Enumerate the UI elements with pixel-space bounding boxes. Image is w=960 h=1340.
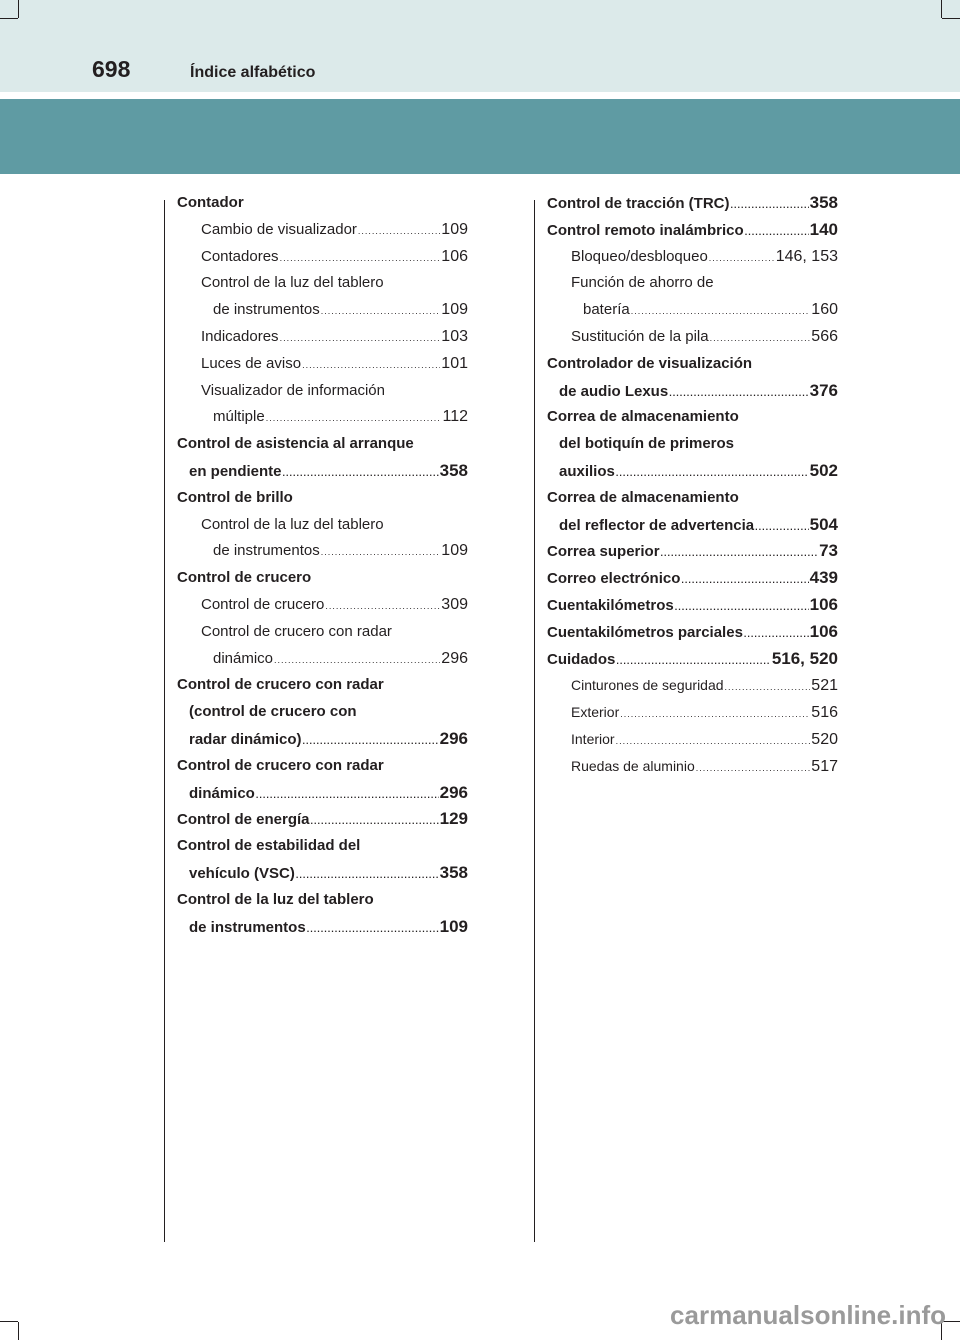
page-number: 698 — [92, 56, 131, 82]
index-entry-page: 296 — [439, 728, 468, 748]
index-entry-text: Sustitución de la pila — [571, 327, 709, 345]
index-entry — [177, 699, 468, 726]
index-entry — [177, 538, 468, 565]
index-entry — [177, 726, 468, 753]
dot-leader — [325, 593, 440, 619]
dot-leader — [681, 567, 808, 592]
index-column-right — [547, 190, 838, 780]
index-entry — [177, 297, 468, 324]
index-entry — [177, 244, 468, 271]
index-entry-text: Contadores — [201, 247, 279, 265]
index-entry-page: 516 — [811, 704, 838, 722]
index-entry — [547, 538, 838, 565]
dot-leader — [696, 755, 811, 780]
index-entry — [547, 431, 838, 458]
index-entry — [177, 431, 468, 458]
index-entry-text: Correo electrónico — [547, 570, 681, 588]
index-entry-page: 358 — [439, 862, 468, 882]
dot-leader — [302, 352, 440, 378]
crop-mark — [0, 18, 18, 19]
dot-leader — [283, 460, 439, 485]
dot-leader — [321, 539, 441, 565]
index-entry-text: Control de tracción (TRC) — [547, 195, 730, 212]
index-entry — [177, 512, 468, 539]
index-entry-text: Cambio de visualizador — [201, 220, 357, 238]
index-entry-text: Control de la luz del tablero — [177, 890, 374, 908]
index-entry — [177, 485, 468, 512]
index-entry-text: Control remoto inalámbrico — [547, 221, 744, 239]
index-entry-page: 106 — [809, 621, 838, 641]
dot-leader — [616, 648, 770, 673]
index-entry-text: Controlador de visualización — [547, 354, 753, 372]
crop-mark — [0, 1321, 18, 1322]
index-entry-text: Cuentakilómetros parciales — [547, 623, 743, 641]
column-rule-left — [164, 200, 165, 1242]
index-entry — [547, 244, 838, 271]
index-entry-text: Correa superior — [547, 543, 660, 561]
index-entry-text: Control de asistencia al arranque — [177, 435, 414, 453]
index-entry-page: 109 — [441, 542, 468, 560]
index-entry-text: de instrumentos — [213, 542, 320, 560]
index-entry-text: Control de crucero — [201, 595, 325, 613]
index-entry-text: Control de brillo — [177, 488, 293, 506]
dot-leader — [321, 298, 441, 324]
dot-leader — [280, 245, 441, 271]
dot-leader — [616, 728, 811, 753]
index-entry-text: dinámico — [189, 784, 255, 802]
dot-leader — [296, 862, 439, 887]
index-entry-text: batería — [583, 301, 630, 319]
index-column-left — [177, 190, 468, 940]
index-entry — [547, 699, 838, 726]
index-entry-page: 73 — [819, 541, 838, 561]
dot-leader — [744, 621, 809, 646]
crop-mark — [941, 0, 942, 18]
index-entry-text: Cinturones de seguridad — [571, 677, 724, 694]
index-entry — [547, 753, 838, 780]
index-entry-page: 517 — [811, 757, 838, 775]
index-entry-text: (control de crucero con — [189, 703, 357, 721]
index-entry-page: 521 — [811, 677, 838, 695]
index-entry-text: Luces de aviso — [201, 354, 302, 372]
crop-mark — [942, 18, 960, 19]
dot-leader — [266, 405, 442, 431]
index-entry — [547, 726, 838, 753]
dot-leader — [358, 218, 440, 244]
index-entry — [547, 217, 838, 244]
index-entry-page: 376 — [809, 380, 838, 400]
index-entry — [547, 565, 838, 592]
index-entry-text: Contador — [177, 194, 244, 211]
index-entry-text: Función de ahorro de — [571, 274, 714, 292]
index-entry-text: Cuidados — [547, 650, 616, 668]
dot-leader — [710, 325, 811, 351]
index-entry-text: del reflector de advertencia — [559, 516, 755, 534]
watermark: carmanualsonline.info — [670, 1300, 946, 1330]
index-entry-text: Exterior — [571, 704, 620, 721]
dot-leader — [631, 298, 811, 324]
dot-leader — [256, 782, 439, 807]
header-band — [0, 0, 960, 92]
dot-leader — [620, 701, 810, 726]
index-entry — [547, 324, 838, 351]
index-entry — [547, 190, 838, 217]
index-entry-text: Interior — [571, 730, 615, 747]
index-entry-page: 358 — [809, 193, 838, 212]
index-entry-page: 296 — [439, 782, 468, 802]
index-entry-page: 439 — [809, 568, 838, 588]
crop-mark — [18, 0, 19, 18]
dot-leader — [669, 380, 808, 405]
index-entry-text: Ruedas de aluminio — [571, 757, 695, 774]
index-entry — [177, 833, 468, 860]
index-entry — [547, 351, 838, 378]
index-entry-text: del botiquín de primeros — [559, 435, 735, 453]
index-entry-text: Correa de almacenamiento — [547, 408, 739, 426]
dot-leader — [311, 808, 439, 833]
dot-leader — [675, 594, 809, 619]
index-entry — [177, 619, 468, 646]
index-entry-text: Control de crucero con radar — [177, 676, 384, 694]
index-entry-page: 103 — [441, 327, 468, 345]
index-entry — [547, 270, 838, 297]
index-entry — [177, 458, 468, 485]
index-entry — [547, 378, 838, 405]
index-entry-text: de instrumentos — [189, 918, 306, 936]
index-entry — [547, 512, 838, 539]
index-entry — [177, 753, 468, 780]
index-entry-page: 296 — [441, 649, 468, 667]
index-entry-page: 129 — [439, 809, 468, 829]
section-title: Índice alfabético — [190, 64, 316, 81]
index-entry — [547, 297, 838, 324]
index-entry — [177, 780, 468, 807]
index-entry — [177, 887, 468, 914]
index-entry — [177, 646, 468, 673]
dot-leader — [661, 540, 819, 565]
dot-leader — [755, 514, 809, 539]
index-entry-text: Control de crucero — [177, 569, 312, 587]
index-entry — [547, 592, 838, 619]
index-entry-page: 106 — [441, 247, 468, 265]
dot-leader — [725, 674, 811, 699]
index-entry-text: Cuentakilómetros — [547, 596, 674, 614]
index-entry-text: de instrumentos — [213, 301, 320, 319]
index-entry-page: 140 — [809, 219, 838, 239]
index-entry-page: 109 — [441, 220, 468, 238]
crop-mark — [18, 1322, 19, 1340]
index-entry — [177, 672, 468, 699]
index-entry-text: radar dinámico) — [189, 730, 302, 748]
dot-leader — [616, 460, 809, 485]
index-entry — [177, 190, 468, 217]
index-entry-page: 109 — [441, 301, 468, 319]
index-entry-text: Control de estabilidad del — [177, 837, 361, 855]
index-entry-text: Control de energía — [177, 811, 310, 829]
teal-banner — [0, 99, 960, 174]
index-entry — [177, 270, 468, 297]
index-entry-page: 109 — [439, 916, 468, 936]
index-entry — [177, 592, 468, 619]
index-entry-page: 160 — [811, 301, 838, 319]
index-entry-text: Control de crucero con radar — [201, 622, 392, 640]
index-entry — [547, 485, 838, 512]
index-entry-page: 520 — [811, 730, 838, 748]
index-entry-text: múltiple — [213, 408, 265, 426]
index-entry-text: Correa de almacenamiento — [547, 488, 739, 506]
index-entry — [547, 672, 838, 699]
index-entry-page: 358 — [439, 460, 468, 480]
dot-leader — [303, 728, 439, 753]
index-entry-text: de audio Lexus — [559, 382, 669, 400]
index-entry-page: 112 — [442, 408, 468, 426]
index-entry — [177, 860, 468, 887]
index-entry — [177, 565, 468, 592]
index-entry — [177, 378, 468, 405]
index-entry-page: 504 — [809, 514, 838, 534]
index-entry — [177, 914, 468, 941]
dot-leader — [274, 647, 440, 673]
index-entry — [177, 351, 468, 378]
index-entry-page: 502 — [809, 460, 838, 480]
index-entry-text: Control de la luz del tablero — [201, 515, 384, 533]
dot-leader — [731, 192, 809, 217]
index-entry-page: 146, 153 — [775, 247, 838, 265]
column-rule-right — [534, 200, 535, 1242]
index-entry-page: 566 — [811, 327, 838, 345]
index-entry-page: 516, 520 — [771, 648, 838, 668]
index-entry-page: 101 — [441, 354, 468, 372]
index-entry-text: dinámico — [213, 649, 274, 667]
index-entry-text: Control de crucero con radar — [177, 756, 384, 774]
index-entry — [547, 646, 838, 673]
index-entry-text: vehículo (VSC) — [189, 864, 295, 882]
dot-leader — [307, 916, 439, 941]
index-entry — [177, 404, 468, 431]
index-entry — [177, 217, 468, 244]
index-entry-page: 309 — [441, 595, 468, 613]
index-entry-text: en pendiente — [189, 462, 282, 480]
index-entry-text: Control de la luz del tablero — [201, 274, 384, 292]
index-entry-text: Visualizador de información — [201, 381, 385, 399]
index-entry — [547, 458, 838, 485]
index-entry — [177, 806, 468, 833]
index-entry-page: 106 — [809, 594, 838, 614]
index-entry — [547, 404, 838, 431]
index-entry-text: Indicadores — [201, 327, 279, 345]
dot-leader — [280, 325, 441, 351]
index-entry — [177, 324, 468, 351]
index-entry-text: Bloqueo/desbloqueo — [571, 247, 708, 265]
index-entry-text: auxilios — [559, 462, 615, 480]
dot-leader — [745, 219, 809, 244]
index-entry — [547, 619, 838, 646]
dot-leader — [709, 245, 775, 271]
